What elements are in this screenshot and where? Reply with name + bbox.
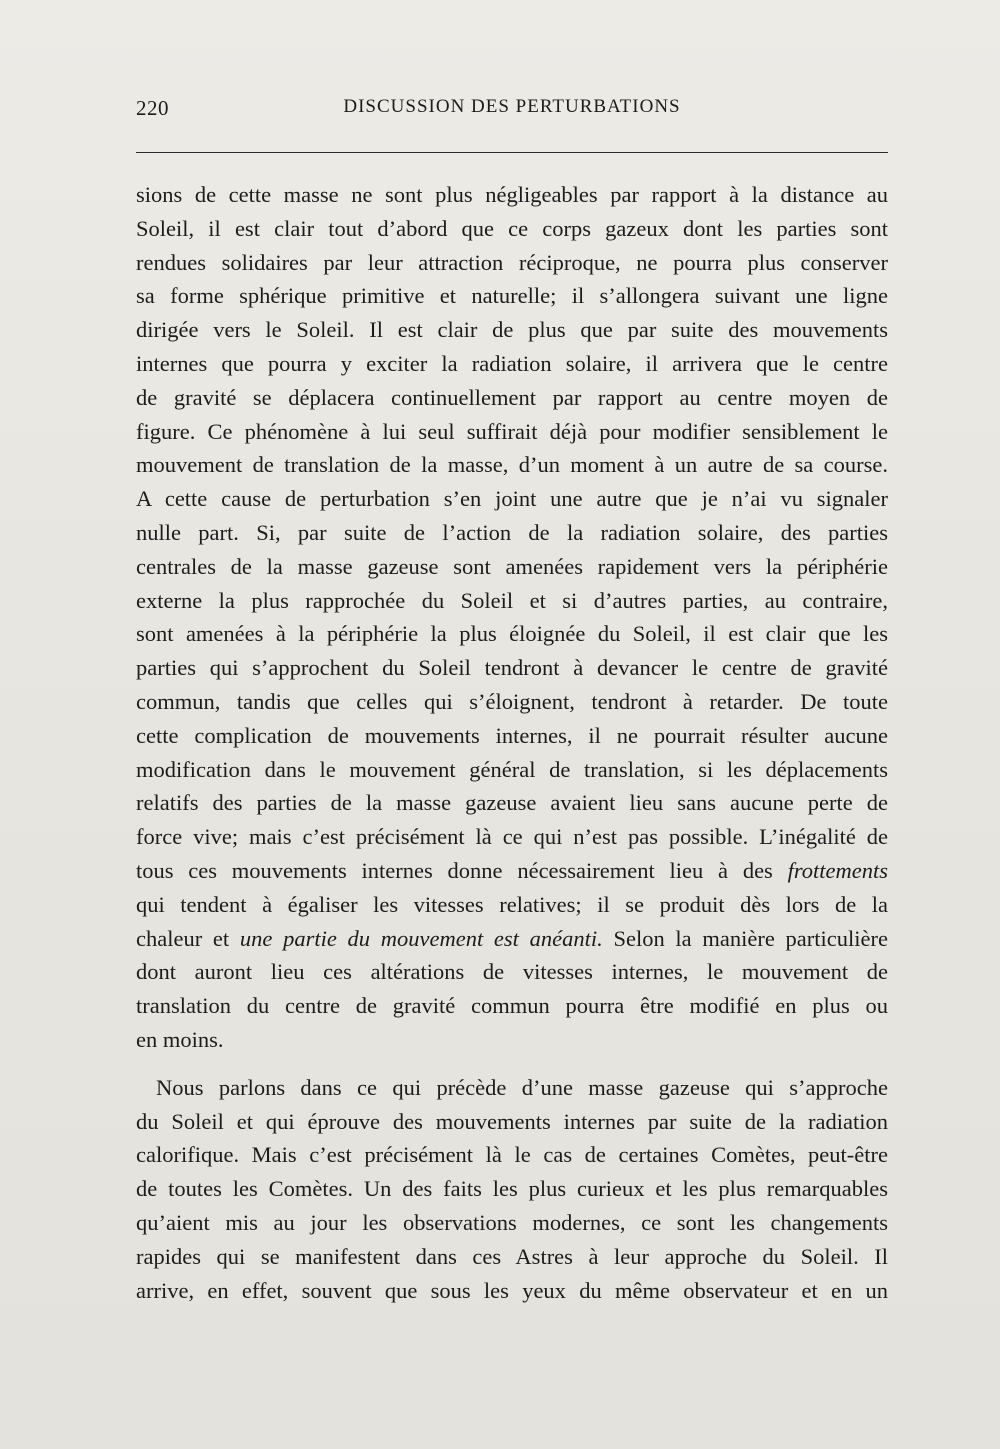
text-line: sont amenées à la périphérie la plus éloignée du Soleil, il est clair que les	[136, 621, 888, 647]
text-line: relatifs des parties de la masse gazeuse avaient lieu sans aucune perte de	[136, 790, 888, 816]
italic-term: frottements	[787, 857, 889, 883]
text-line: centrales de la masse gazeuse sont amenées rapidement vers la périphérie	[136, 553, 888, 579]
text-line: nulle part. Si, par suite de l’action de la radiation solaire, des parties	[136, 519, 888, 545]
text-line: calorifique. Mais c’est précisément là le cas de certaines Comètes, peut-être	[136, 1142, 888, 1168]
text-line-with-italic	[136, 922, 888, 956]
text-line: qu’aient mis au jour les observations modernes, ce sont les changements	[136, 1209, 888, 1235]
text-line: modification dans le mouvement général de translation, si les déplacements	[136, 756, 888, 782]
text-line: parties qui s’approchent du Soleil tendront à devancer le centre de gravité	[136, 655, 888, 681]
text-line: de toutes les Comètes. Un des faits les plus curieux et les plus remarquables	[136, 1176, 888, 1202]
text-line: rapides qui se manifestent dans ces Astres à leur approche du Soleil. Il	[136, 1243, 888, 1269]
text-segment: chaleur et	[136, 925, 230, 951]
text-line: internes que pourra y exciter la radiation solaire, il arrivera que le centre	[136, 350, 888, 376]
header-rule	[136, 152, 888, 153]
paragraph-gap	[136, 1057, 888, 1071]
text-line: Nous parlons dans ce qui précède d’une masse gazeuse qui s’approche	[156, 1074, 888, 1100]
italic-phrase: une partie du mouvement est anéanti.	[239, 925, 603, 951]
text-line: rendues solidaires par leur attraction réciproque, ne pourra plus conserver	[136, 249, 888, 275]
text-line: figure. Ce phénomène à lui seul suffirait déjà pour modifier sensiblement le	[136, 418, 888, 444]
text-body	[136, 178, 888, 1307]
text-line: Soleil, il est clair tout d’abord que ce corps gazeux dont les parties sont	[136, 215, 888, 241]
text-line: cette complication de mouvements internes, il ne pourrait résulter aucune	[136, 722, 888, 748]
text-line: A cette cause de perturbation s’en joint une autre que je n’ai vu signaler	[136, 486, 888, 512]
text-line: arrive, en effet, souvent que sous les yeux du même observateur et en un	[136, 1277, 888, 1303]
text-line: force vive; mais c’est précisément là ce qui n’est pas possible. L’inégalité de	[136, 824, 888, 850]
text-line: sions de cette masse ne sont plus négligeables par rapport à la distance au	[136, 182, 888, 207]
text-line: translation du centre de gravité commun pourra être modifié en plus ou	[136, 993, 888, 1019]
text-line: qui tendent à égaliser les vitesses relatives; il se produit dès lors de la	[136, 891, 888, 917]
page-header	[136, 96, 888, 132]
running-head: DISCUSSION DES PERTURBATIONS	[343, 96, 681, 117]
text-segment: tous ces mouvements internes donne nécessairement lieu à des	[136, 857, 773, 883]
text-line: dirigée vers le Soleil. Il est clair de plus que par suite des mouvements	[136, 317, 888, 343]
text-line: externe la plus rapprochée du Soleil et si d’autres parties, au contraire,	[136, 587, 888, 613]
text-line: dont auront lieu ces altérations de vitesses internes, le mouvement de	[136, 959, 888, 985]
page-number: 220	[136, 96, 169, 120]
text-line: sa forme sphérique primitive et naturelle; il s’allongera suivant une ligne	[136, 283, 888, 309]
text-line: de gravité se déplacera continuellement par rapport au centre moyen de	[136, 384, 888, 410]
text-segment: Selon la manière particulière	[613, 925, 888, 951]
text-line: commun, tandis que celles qui s’éloignent, tendront à retarder. De toute	[136, 688, 888, 714]
text-line: en moins.	[136, 1026, 224, 1052]
text-line: du Soleil et qui éprouve des mouvements internes par suite de la radiation	[136, 1108, 888, 1134]
text-line: mouvement de translation de la masse, d’un moment à un autre de sa course.	[136, 452, 888, 478]
text-line-with-italic	[136, 854, 888, 888]
